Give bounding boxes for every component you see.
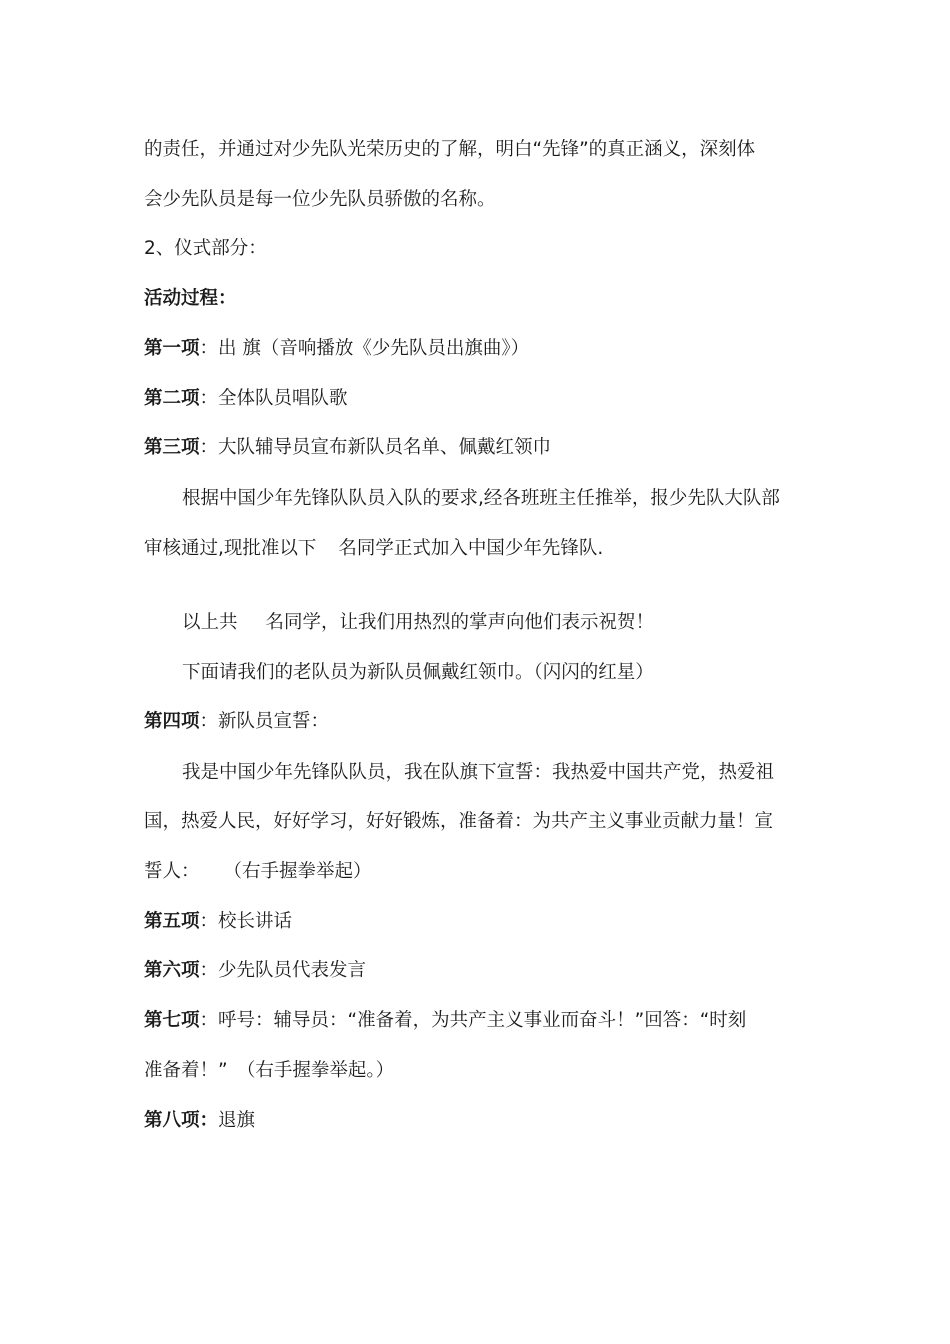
- process-heading: 活动过程：: [144, 288, 237, 309]
- step-text: 退旗: [218, 1110, 256, 1131]
- step-sep: ：: [199, 1010, 219, 1031]
- approval-text-a: 审核通过,现批准以下: [144, 538, 317, 559]
- step-text: 少先队员代表发言: [218, 960, 367, 981]
- approval-text-b: 名同学正式加入中国少年先锋队.: [338, 538, 604, 559]
- step-sep: ：: [199, 437, 219, 458]
- step-text: 校长讲话: [218, 911, 293, 932]
- step-sep: ：: [199, 338, 219, 359]
- scarf-line: 下面请我们的老队员为新队员佩戴红领巾。（闪闪的红星）: [182, 662, 654, 683]
- oath-line-3: [144, 859, 372, 885]
- step-label: 第七项: [144, 1010, 200, 1031]
- step-7: [144, 1008, 746, 1034]
- step-label: 第一项: [144, 338, 200, 359]
- step-label: 第四项: [144, 711, 200, 732]
- step-text: 出 旗（音响播放《少先队员出旗曲》）: [218, 338, 530, 359]
- step-sep: ：: [199, 911, 219, 932]
- step-2: [144, 386, 348, 412]
- oath-gesture: （右手握拳举起）: [223, 861, 372, 882]
- step-text: 全体队员唱队歌: [218, 388, 348, 409]
- step-sep: ：: [199, 1110, 219, 1131]
- step-text: 大队辅导员宣布新队员名单、佩戴红领巾: [218, 437, 552, 458]
- step-4: [144, 709, 329, 735]
- oath-line-2: 国，热爱人民，好好学习，好好锻炼，准备着：为共产主义事业贡献力量！宣: [144, 811, 774, 832]
- step-label: 第八项: [144, 1110, 200, 1131]
- step-label: 第三项: [144, 437, 200, 458]
- step-1: [144, 336, 529, 362]
- approval-line-2: [144, 536, 603, 562]
- congrats-text-a: 以上共: [182, 612, 238, 633]
- congrats-text-b: 名同学，让我们用热烈的掌声向他们表示祝贺！: [265, 612, 655, 633]
- step-sep: ：: [199, 711, 219, 732]
- step-sep: ：: [199, 960, 219, 981]
- step-text: 呼号：辅导员：“准备着，为共产主义事业而奋斗！”回答：“时刻: [218, 1010, 747, 1031]
- step-label: 第六项: [144, 960, 200, 981]
- approval-line-1: 根据中国少年先锋队队员入队的要求,经各班班主任推举，报少先队大队部: [182, 488, 780, 509]
- step-3: [144, 435, 551, 461]
- section-title: 2、仪式部分：: [144, 238, 267, 259]
- step-label: 第二项: [144, 388, 200, 409]
- call-line-2: 准备着！” （右手握拳举起。）: [144, 1060, 395, 1081]
- oath-line-1: 我是中国少年先锋队队员，我在队旗下宣誓：我热爱中国共产党，热爱祖: [182, 762, 775, 783]
- step-6: [144, 958, 366, 984]
- intro-line-2: 会少先队员是每一位少先队员骄傲的名称。: [144, 189, 496, 210]
- step-5: [144, 909, 292, 935]
- step-label: 第五项: [144, 911, 200, 932]
- oath-signer-label: 誓人：: [144, 861, 200, 882]
- step-8: [144, 1108, 255, 1134]
- intro-line-1: 的责任，并通过对少先队光荣历史的了解，明白“先锋”的真正涵义，深刻体: [144, 139, 756, 160]
- congrats-line: [182, 610, 654, 636]
- step-text: 新队员宣誓：: [218, 711, 330, 732]
- step-sep: ：: [199, 388, 219, 409]
